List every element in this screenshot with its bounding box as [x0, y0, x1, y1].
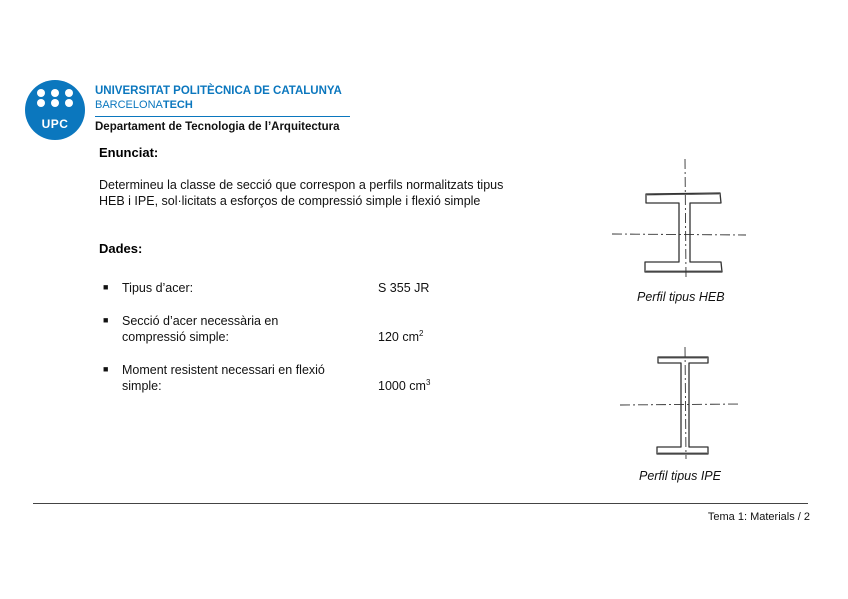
bullet-marker: ■: [103, 282, 109, 292]
statement-line-1: Determineu la classe de secció que correspon a perfils normalitzats tipus: [99, 178, 504, 192]
statement-heading: Enunciat:: [99, 145, 159, 160]
data-heading: Dades:: [99, 241, 143, 256]
upc-logo-text: UPC: [41, 117, 69, 131]
upc-logo-dots: [37, 89, 73, 115]
heb-profile-sketch: [610, 155, 750, 285]
bullet-marker: ■: [103, 315, 109, 325]
data-item-label: simple:: [122, 379, 162, 393]
footer-divider: [33, 503, 808, 504]
logo-divider: [95, 116, 350, 117]
page-footer: Tema 1: Materials / 2: [707, 511, 810, 523]
heb-caption: Perfil tipus HEB: [637, 290, 725, 304]
statement-line-2: HEB i IPE, sol·licitats a esforços de compressió simple i flexió simple: [99, 194, 481, 208]
university-name: UNIVERSITAT POLITÈCNICA DE CATALUNYA: [95, 85, 342, 97]
bullet-marker: ■: [103, 364, 109, 374]
data-item-label: Secció d’acer necessària en: [122, 314, 279, 328]
university-city: BARCELONATECH: [95, 99, 193, 111]
data-item-value: 1000 $cm^3$: [378, 378, 431, 394]
data-item-value: 120 $cm^2$: [378, 329, 424, 345]
data-item-value: S 355 JR: [378, 281, 430, 296]
ipe-caption: Perfil tipus IPE: [639, 469, 721, 483]
ipe-profile-sketch: [618, 345, 743, 460]
department-name: Departament de Tecnologia de l’Arquitectura: [95, 121, 340, 133]
data-item-label: compressió simple:: [122, 330, 229, 344]
data-item-label: Tipus d’acer:: [122, 281, 194, 295]
data-item-label: Moment resistent necessari en flexió: [122, 363, 325, 377]
